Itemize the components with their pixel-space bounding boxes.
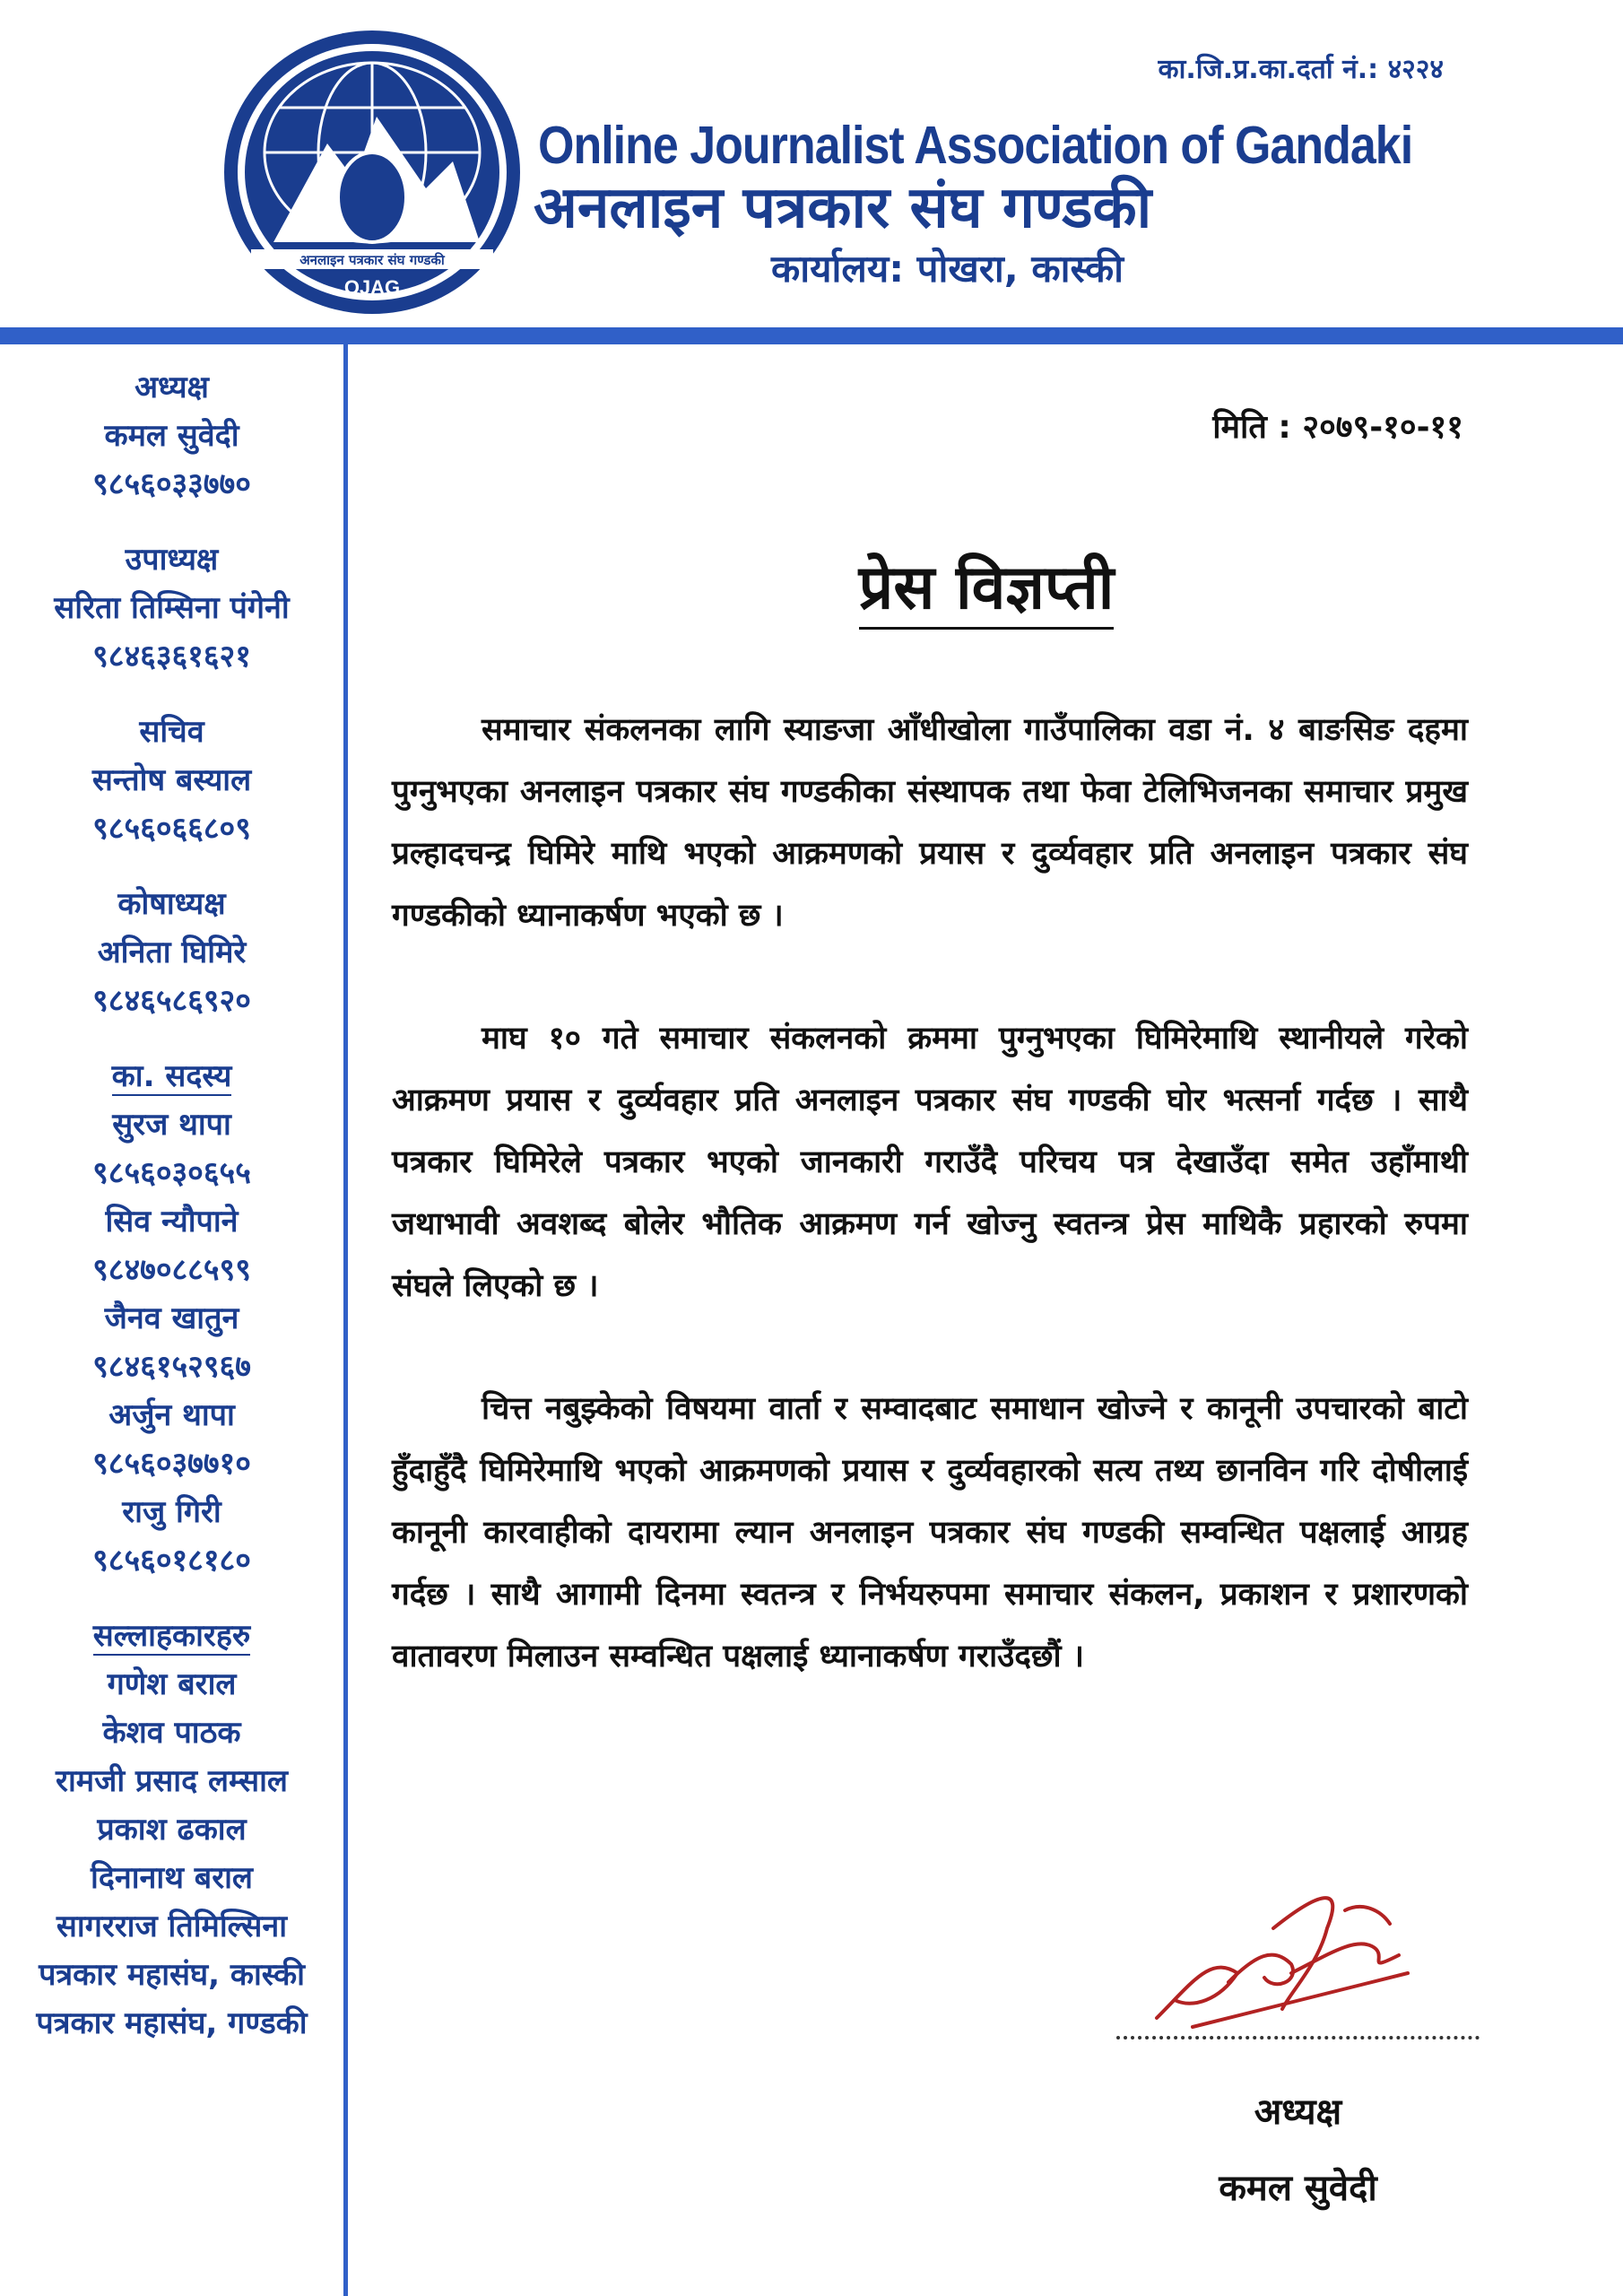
advisor-name: गणेश बराल [107,1666,237,1702]
advisor-name: दिनानाथ बराल [91,1860,253,1896]
member-name: जैनव खातुन [104,1300,239,1336]
member-phone: ९८५६०१८१८० [92,1543,251,1578]
advisor-name: सागरराज तिमिल्सिना [56,1909,288,1944]
advisor-name: प्रकाश ढकाल [97,1812,247,1848]
member-name: कमल सुवेदी [104,418,239,454]
letter-date: मिति : २०७९-१०-११ [1212,409,1463,446]
signature-line [1116,2036,1480,2039]
member-phone: ९८४६१५२९६७ [92,1349,251,1385]
member-name: सन्तोष बस्याल [91,762,252,798]
member-phone: ९८५६०३३७७० [92,466,251,502]
signatory-name: कमल सुवेदी [1219,2168,1377,2209]
role: उपाध्यक्ष [125,542,219,578]
member-phone: ९८४७०८८५९९ [92,1252,251,1288]
org-name-nepali: अनलाइन पत्रकार संघ गण्डकी [534,175,1152,241]
member-name: राजु गिरी [122,1494,221,1530]
role: अध्यक्ष [135,370,209,405]
member-name: अनिता घिमिरे [97,935,247,970]
member-phone: ९८५६०३०६५५ [92,1155,251,1191]
header-divider [0,327,1623,344]
member-phone: ९८४६३६१६२१ [92,639,251,674]
logo-text-en: OJAG [343,276,401,299]
role: कोषाध्यक्ष [117,886,226,922]
member-name: सरिता तिम्सिना पंगेनी [54,590,290,626]
member-phone: ९८४६५८६९२० [92,983,251,1019]
member-name: सुरज थापा [112,1107,231,1143]
member-phone: ९८५६०३७७१० [92,1446,251,1482]
paragraph: चित्त नबुझ्केको विषयमा वार्ता र सम्वादबाट समाधान खोज्ने र कानूनी उपचारको बाटो हुँदाहुँदै घिमिरेमाथि भएको आक्रमणको प्रयास र दुर्व्यवहारको सत्य तथ्य छानविन गरि दोषीलाई कानूनी कारवाहीको दायरामा ल्यान अनलाइन पत्रकार संघ गण्डकी सम्वन्धित पक्षलाई आग्रह गर्दछ । साथै आगामी दिनमा स्वतन्त्र र निर्भयरुपमा समाचार संकलन, प्रकाशन र प्रशारणको वातावरण मिलाउन सम्वन्धित पक्षलाई ध्यानाकर्षण गराउँदछौं । [392,1391,1468,1674]
role: सचिव [139,714,204,750]
advisor-name: पत्रकार महासंघ, गण्डकी [36,2005,308,2041]
ojag-logo [220,27,525,318]
advisors-heading: सल्लाहकारहरु [92,1618,251,1654]
member-name: सिव न्यौपाने [105,1204,239,1239]
registration-number: का.जि.प्र.का.दर्ता नं.: ४२२४ [1158,54,1444,85]
advisor-name: पत्रकार महासंघ, कास्की [39,1957,305,1993]
letter-title: प्रेस विज्ञप्ती [0,543,1623,626]
paragraph: समाचार संकलनका लागि स्याङजा आँधीखोला गाउँपालिका वडा नं. ४ बाङसिङ दहमा पुग्नुभएका अनलाइन पत्रकार संघ गण्डकीका संस्थापक तथा फेवा टेलिभिजनका समाचार प्रमुख प्रल्हादचन्द्र घिमिरे माथि भएको आक्रमणको प्रयास र दुर्व्यवहार प्रति अनलाइन पत्रकार संघ गण्डकीको ध्यानाकर्षण भएको छ । [392,712,1468,934]
letter-body [392,700,1468,1749]
member-phone: ९८५६०६६८०९ [92,811,251,847]
advisor-name: केशव पाठक [102,1715,241,1751]
members-heading: का. सदस्य [111,1058,232,1094]
sidebar-divider [343,344,348,2296]
signatory-role: अध्यक्ष [1254,2092,1342,2133]
advisor-name: रामजी प्रसाद लम्साल [56,1763,288,1799]
paragraph: माघ १० गते समाचार संकलनको क्रममा पुग्नुभएका घिमिरेमाथि स्थानीयले गरेको आक्रमण प्रयास र दुर्व्यवहार प्रति अनलाइन पत्रकार संघ गण्डकी घोर भत्सर्ना गर्दछ । साथै पत्रकार घिमिरेले पत्रकार भएको जानकारी गराउँदै परिचय पत्र देखाउँदा समेत उहाँमाथी जथाभावी अवशब्द बोलेर भौतिक आक्रमण गर्न खोज्नु स्वतन्त्र प्रेस माथिकै प्रहारको रुपमा संघले लिएको छ । [392,1021,1468,1304]
signature [1139,1874,1426,2045]
member-name: अर्जुन थापा [108,1397,235,1433]
office-address: कार्यालय: पोखरा, कास्की [771,247,1124,291]
logo-text-ne: अनलाइन पत्रकार संघ गण्डकी [299,252,445,268]
org-name-english: Online Journalist Association of Gandaki [538,116,1413,176]
